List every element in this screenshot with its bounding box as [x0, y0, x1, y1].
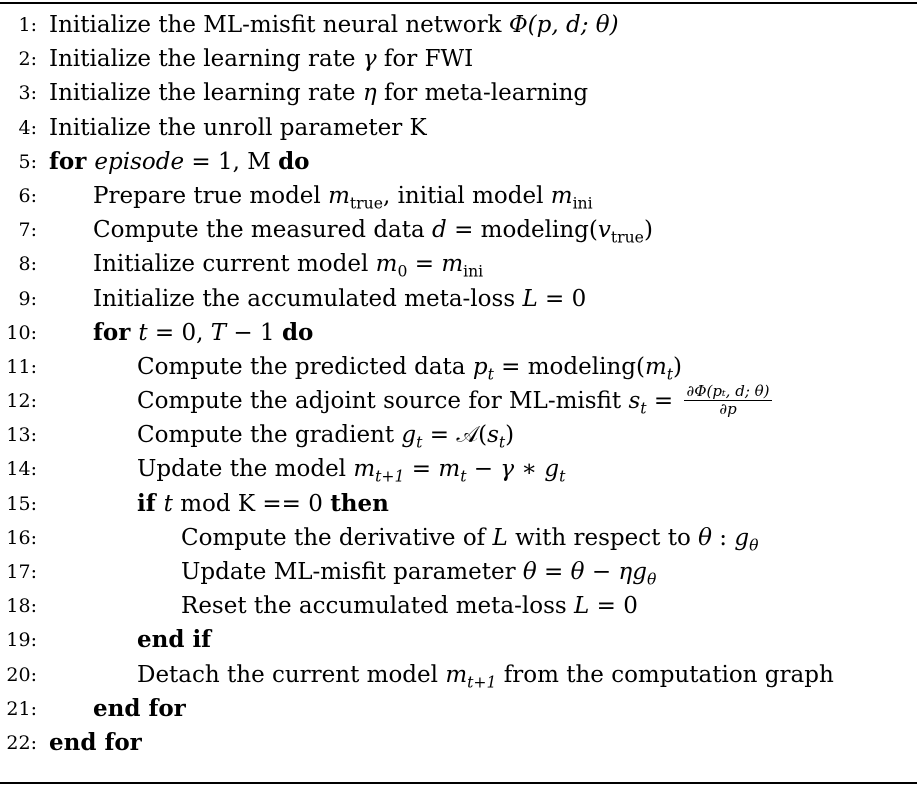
subscript: ini — [572, 193, 593, 213]
algorithm-line — [0, 350, 917, 384]
text-run: from the computation graph — [496, 661, 834, 688]
math-symbol: γ — [500, 456, 515, 483]
line-number: 12: — [6, 390, 37, 413]
line-content — [93, 179, 593, 213]
subscript: t — [498, 432, 506, 452]
line-content — [137, 452, 565, 486]
text-run: ∗ — [514, 456, 545, 483]
line-content — [137, 658, 834, 692]
line-number: 15: — [6, 492, 37, 515]
subscript: θ — [646, 569, 657, 589]
keyword: do — [278, 147, 310, 175]
text-run: mod K == 0 — [172, 490, 331, 517]
text-run: − 1 — [226, 319, 282, 346]
subscript: true — [610, 227, 644, 247]
text-run: Initialize current model — [93, 251, 376, 278]
line-content — [49, 726, 142, 760]
text-run: = — [646, 388, 681, 415]
line-number: 2: — [18, 48, 37, 71]
line-number: 21: — [6, 697, 37, 720]
subscript: t — [559, 466, 566, 486]
line-number: 16: — [6, 526, 37, 549]
algorithm-line — [0, 487, 917, 521]
text-run: with respect to — [507, 524, 699, 551]
line-number: 11: — [6, 355, 37, 378]
algorithm-line — [0, 381, 917, 418]
algorithm-line — [0, 42, 917, 76]
line-number: 22: — [6, 731, 37, 754]
text-run: Initialize the unroll parameter K — [49, 114, 427, 141]
math-symbol: m — [441, 251, 464, 278]
text-run: Compute the measured data — [93, 217, 433, 244]
subscript: t+1 — [375, 466, 405, 486]
algorithm-line — [0, 179, 917, 213]
algorithm-line — [0, 452, 917, 486]
math-symbol: L — [492, 524, 508, 551]
fraction-numerator: ∂Φ(pₜ, d; θ) — [686, 381, 770, 400]
algorithm-line — [0, 623, 917, 657]
text-run: = 𝒜( — [422, 422, 488, 449]
text-run: for FWI — [376, 46, 474, 73]
fraction-denominator: ∂p — [719, 399, 737, 418]
math-symbol: η — [362, 80, 377, 107]
line-number: 17: — [6, 561, 37, 583]
keyword: end for — [49, 728, 142, 756]
text-run: = 0 — [589, 593, 638, 620]
line-content — [137, 381, 772, 419]
text-run: Initialize the learning rate — [49, 46, 363, 73]
line-number: 3: — [18, 82, 37, 105]
algorithm-line — [0, 726, 917, 760]
line-number: 6: — [18, 184, 37, 207]
text-run: Prepare true model — [93, 182, 329, 209]
line-content — [137, 623, 211, 657]
line-number: 18: — [6, 595, 37, 618]
text-run: = — [404, 456, 439, 483]
line-content — [49, 111, 427, 145]
line-content — [93, 282, 586, 316]
math-symbol: m — [445, 661, 468, 688]
subscript: t — [487, 364, 494, 384]
text-run: Initialize the learning rate — [49, 80, 363, 107]
line-content — [137, 350, 682, 384]
text-run: = 1, M — [184, 148, 279, 175]
text-run: Detach the current model — [137, 661, 446, 688]
line-number: 5: — [18, 150, 37, 173]
math-symbol: p — [472, 353, 488, 380]
line-number: 10: — [6, 321, 37, 344]
line-number: 20: — [6, 663, 37, 686]
text-run: ) — [643, 217, 653, 244]
math-symbol: g — [734, 524, 750, 551]
algorithm-line — [0, 316, 917, 350]
line-number: 4: — [18, 116, 37, 139]
text-run: = modeling( — [446, 217, 598, 244]
line-content — [93, 213, 653, 247]
line-content — [49, 42, 473, 76]
bottom-rule — [0, 782, 917, 784]
math-symbol: m — [375, 251, 398, 278]
math-symbol: g — [544, 456, 560, 483]
line-content — [137, 418, 514, 452]
math-symbol: m — [550, 182, 573, 209]
line-content — [93, 692, 186, 726]
subscript: true — [349, 193, 383, 213]
text-run: for meta-learning — [376, 80, 589, 107]
keyword: if — [137, 489, 164, 517]
algorithm-line — [0, 555, 917, 589]
text-run: Update the model — [137, 456, 354, 483]
math-symbol: T — [210, 319, 227, 346]
line-number: 7: — [18, 219, 37, 242]
math-symbol: θ — [570, 559, 585, 585]
line-number: 8: — [18, 253, 37, 276]
subscript: ini — [463, 261, 484, 281]
math-symbol: s — [487, 422, 499, 449]
subscript: 0 — [397, 261, 408, 281]
line-number: 1: — [18, 14, 37, 36]
algorithm-line — [0, 658, 917, 692]
keyword: end for — [93, 694, 186, 722]
text-run: Compute the derivative of — [181, 524, 493, 551]
line-content — [49, 8, 619, 42]
text-run: , initial model — [382, 182, 551, 209]
text-run: = — [536, 559, 571, 585]
keyword: end if — [137, 626, 212, 654]
algorithm-line — [0, 76, 917, 110]
text-run: Compute the adjoint source for ML-misfit — [137, 388, 629, 415]
text-run: : — [711, 524, 735, 551]
line-content — [93, 316, 313, 350]
algorithm-line — [0, 111, 917, 145]
math-symbol: ηg — [618, 559, 647, 585]
line-content — [181, 555, 656, 589]
text-run: − — [466, 456, 501, 483]
algorithm-line — [0, 247, 917, 281]
line-number: 9: — [18, 287, 37, 310]
math-symbol: m — [353, 456, 376, 483]
math-symbol: m — [328, 182, 350, 209]
text-run: Compute the predicted data — [137, 353, 473, 380]
math-symbol: θ — [522, 559, 537, 585]
text-run: Update ML-misfit parameter — [181, 559, 523, 585]
line-content — [49, 76, 588, 110]
text-run: ) — [673, 353, 683, 380]
subscript: t — [460, 466, 467, 486]
text-run: = 0 — [537, 285, 587, 312]
math-symbol: m — [438, 456, 461, 483]
math-symbol: t — [138, 319, 148, 346]
algorithm-line — [0, 692, 917, 726]
text-run: Initialize the ML-misfit neural network — [49, 12, 509, 38]
text-run: Initialize the accumulated meta-loss — [93, 285, 523, 312]
text-run: = 0, — [147, 319, 211, 346]
line-number: 13: — [6, 424, 37, 447]
line-content — [181, 521, 759, 555]
algorithm-line — [0, 213, 917, 247]
subscript: θ — [749, 535, 759, 555]
line-content — [93, 247, 483, 281]
keyword: then — [330, 489, 389, 517]
text-run: = — [407, 251, 442, 278]
line-content — [137, 487, 389, 521]
algorithm-line — [0, 145, 917, 179]
algorithm-block — [0, 8, 917, 760]
math-symbol: Φ(p, d; θ) — [508, 12, 619, 38]
math-symbol: v — [597, 217, 611, 244]
line-number: 14: — [6, 458, 37, 481]
text-run: Reset the accumulated meta-loss — [181, 593, 575, 620]
subscript: t — [666, 364, 674, 384]
fraction — [684, 381, 771, 418]
subscript: t+1 — [467, 672, 497, 692]
subscript: t — [416, 432, 423, 452]
line-content — [181, 589, 638, 623]
text-run: − — [584, 559, 619, 585]
text-run: ) — [505, 422, 515, 449]
algorithm-line — [0, 418, 917, 452]
algorithm-line — [0, 282, 917, 316]
subscript: t — [640, 398, 647, 418]
algorithm-line — [0, 521, 917, 555]
math-symbol: L — [522, 285, 538, 312]
text-run: = modeling( — [493, 353, 645, 380]
keyword: do — [281, 318, 314, 346]
text-run: Compute the gradient — [137, 422, 402, 449]
keyword: for — [49, 147, 95, 175]
math-symbol: γ — [362, 46, 377, 73]
math-symbol: m — [644, 353, 667, 380]
math-symbol: t — [163, 490, 173, 517]
math-symbol: θ — [698, 524, 712, 551]
line-content — [49, 145, 310, 179]
math-symbol: s — [628, 388, 641, 415]
math-symbol: d — [432, 217, 447, 244]
top-rule — [0, 2, 917, 4]
keyword: for — [93, 318, 139, 346]
math-symbol: episode — [94, 148, 185, 175]
math-symbol: g — [401, 422, 417, 449]
math-symbol: L — [574, 593, 590, 620]
algorithm-line — [0, 8, 917, 42]
algorithm-line — [0, 589, 917, 623]
line-number: 19: — [6, 629, 37, 652]
